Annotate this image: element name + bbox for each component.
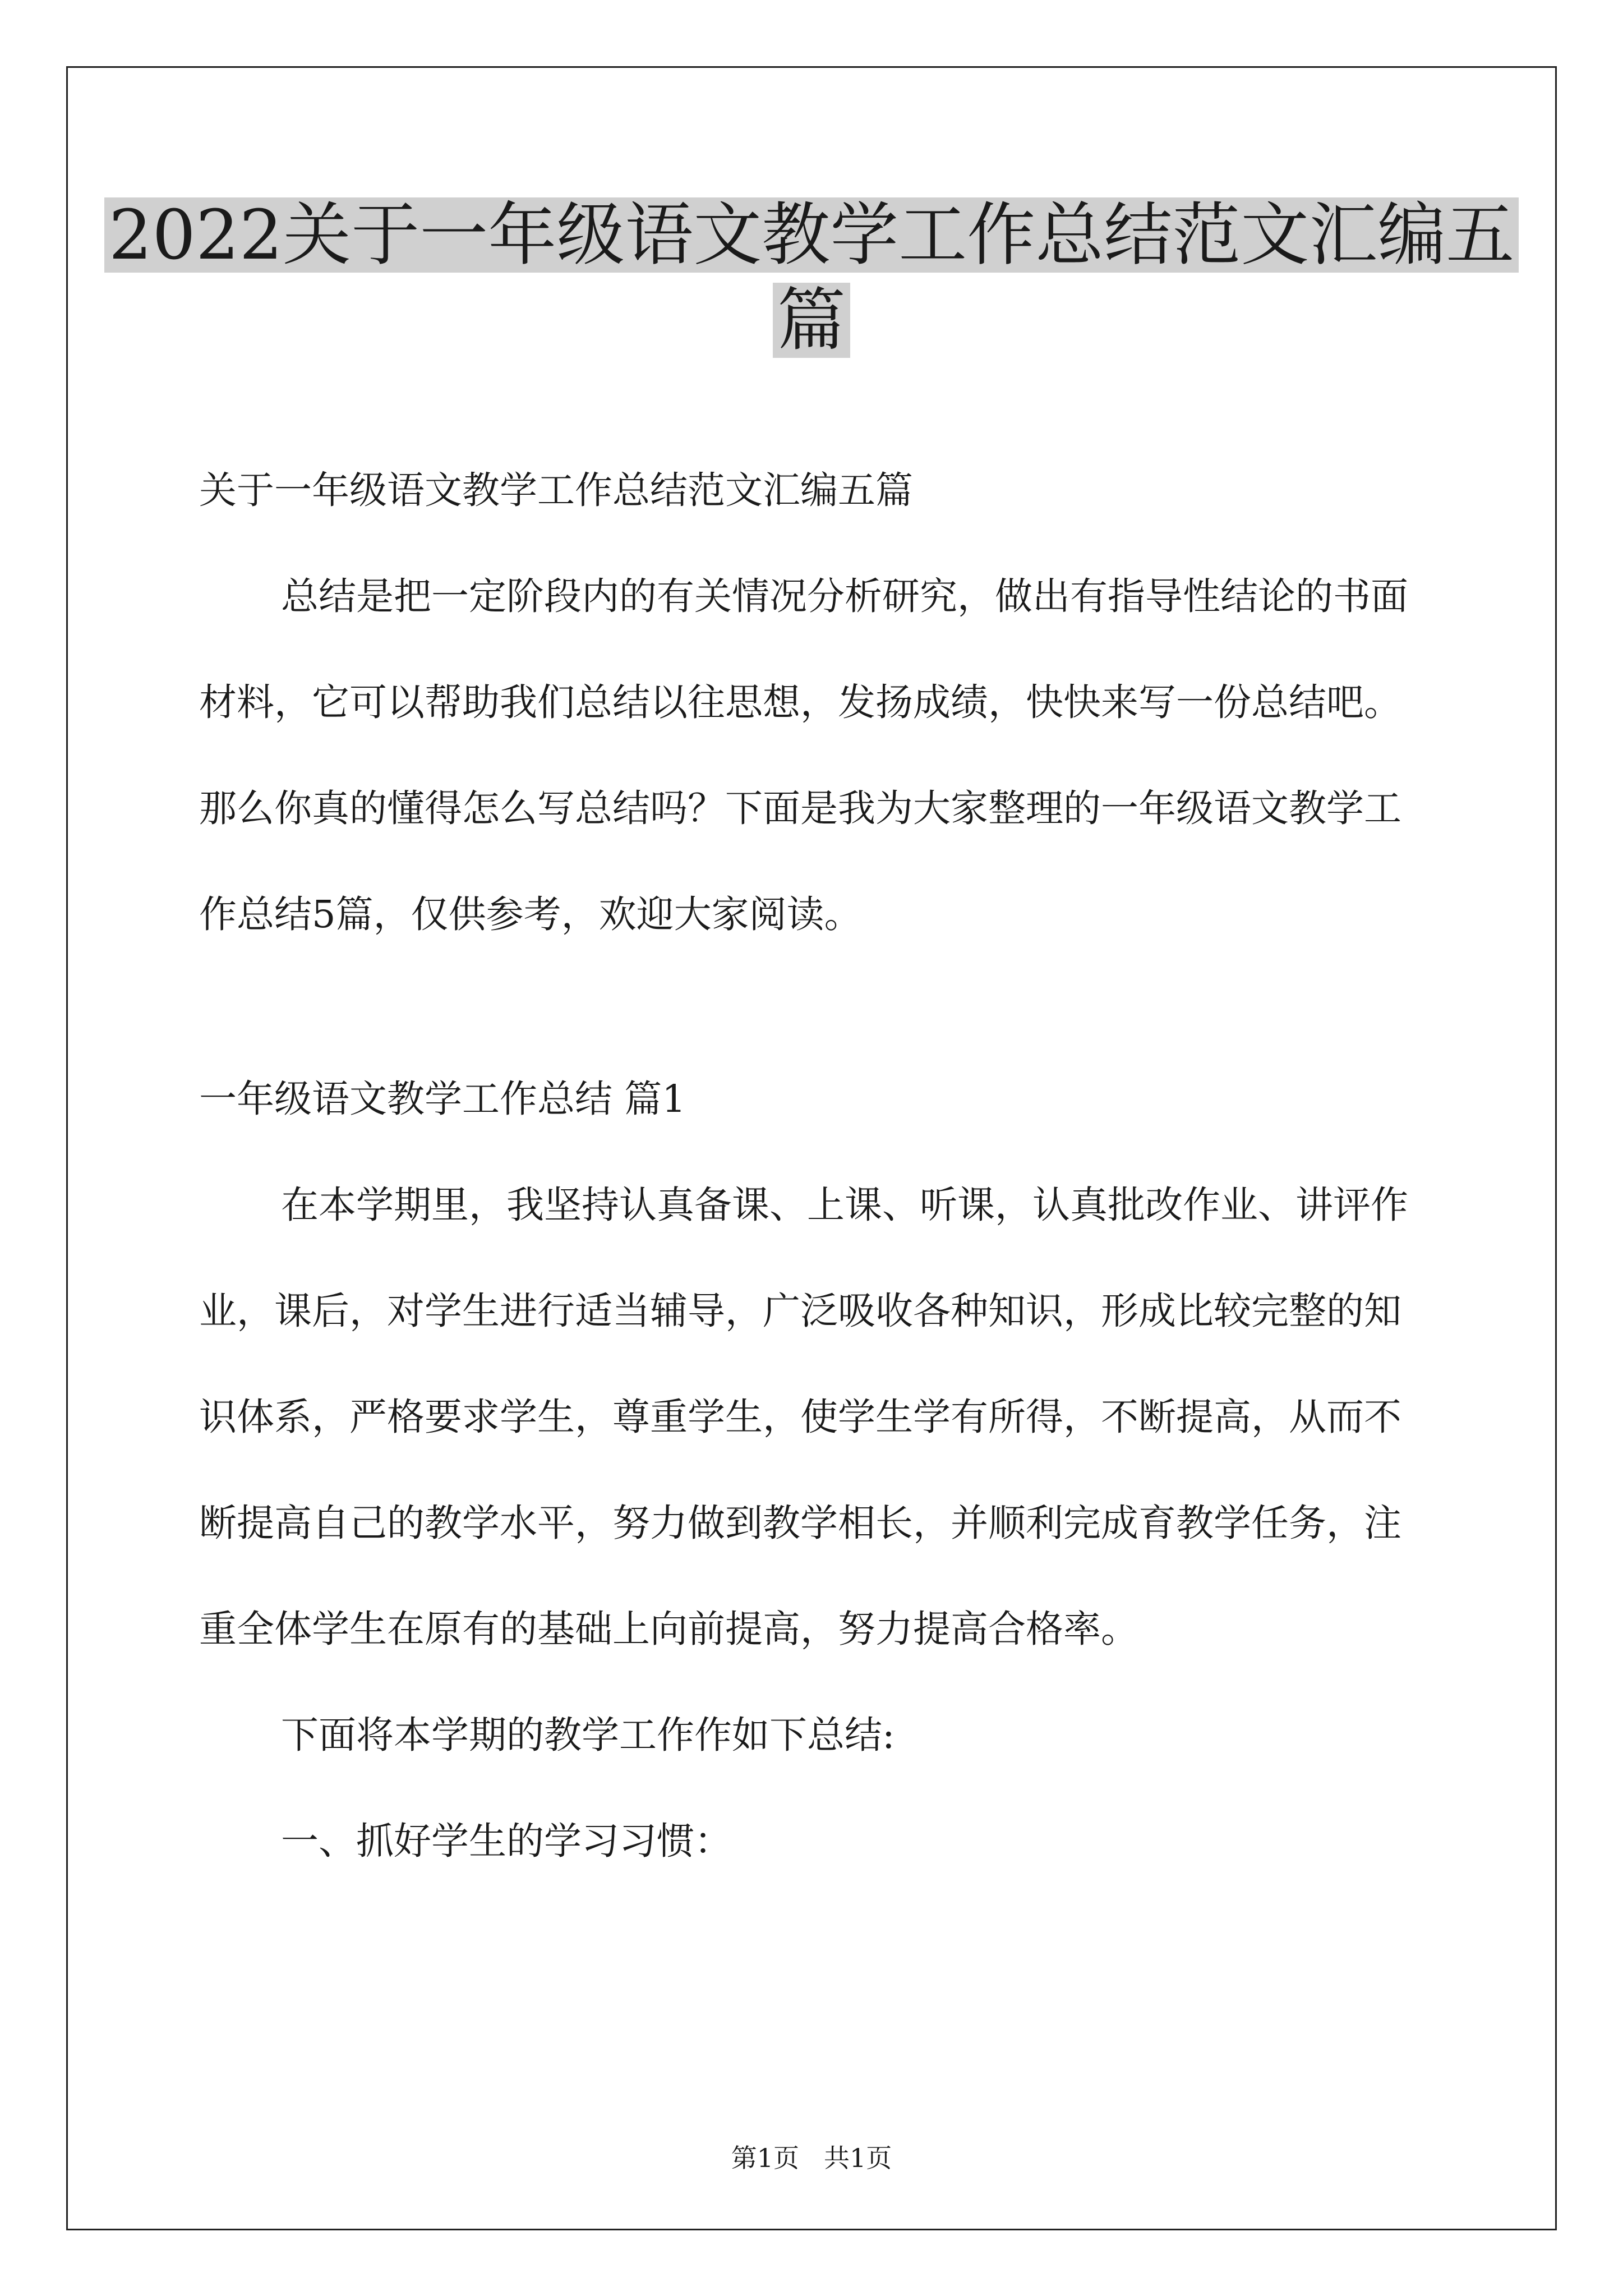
page-total: 共1页 <box>823 2143 892 2173</box>
section-paragraph-2: 下面将本学期的教学工作作如下总结: <box>281 1713 895 1757</box>
document-title <box>0 197 1623 368</box>
page-footer <box>0 2145 1623 2171</box>
page-number: 第1页 <box>731 2143 800 2173</box>
title-line-2: 篇 <box>773 283 850 358</box>
intro-paragraph: 总结是把一定阶段内的有关情况分析研究，做出有指导性结论的书面材料，它可以帮助我们总结以往思想，发扬成绩，快快来写一份总结吧。那么你真的懂得怎么写总结吗？下面是我为大家整理的一年级语文教学工作总结5篇，仅供参考，欢迎大家阅读。 <box>199 574 1408 936</box>
section-heading: 一年级语文教学工作总结 篇1 <box>199 1077 686 1121</box>
title-line-1: 2022关于一年级语文教学工作总结范文汇编五 <box>104 197 1519 273</box>
subtitle: 关于一年级语文教学工作总结范文汇编五篇 <box>199 468 913 512</box>
section-paragraph-1: 在本学期里，我坚持认真备课、上课、听课，认真批改作业、讲评作业，课后，对学生进行适当辅导，广泛吸收各种知识，形成比较完整的知识体系，严格要求学生，尊重学生，使学生学有所得，不断提高，从而不断提高自己的教学水平，努力做到教学相长，并顺利完成育教学任务，注重全体学生在原有的基础上向前提高，努力提高合格率。 <box>199 1183 1408 1651</box>
section-paragraph-3: 一、抓好学生的学习习惯： <box>281 1819 732 1863</box>
document-body <box>199 438 1427 1894</box>
